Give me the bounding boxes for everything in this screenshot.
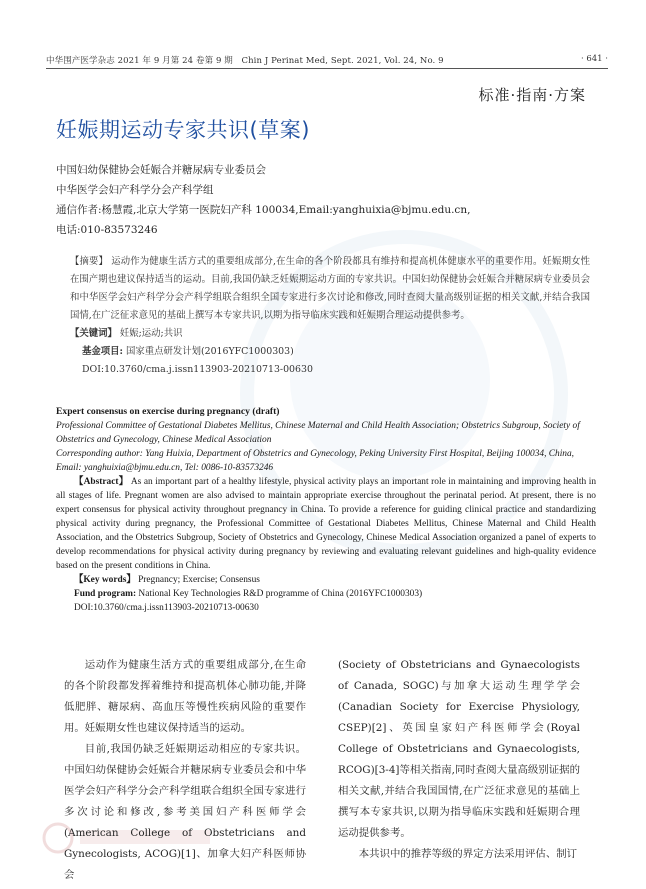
phone: 电话:010-83573246 (56, 224, 158, 236)
english-fund-text: National Key Technologies R&D programme of China (2016YFC1000303) (138, 589, 423, 599)
keywords-cn-text: 妊娠;运动;共识 (119, 328, 183, 339)
body-column-right (338, 655, 580, 865)
page-number: · 641 · (580, 54, 608, 64)
english-fund-label: Fund program: (74, 589, 137, 599)
abstract-en (56, 405, 596, 615)
section-label: 标准·指南·方案 (478, 86, 586, 104)
english-keywords-text: Pregnancy; Exercise; Consensus (138, 575, 260, 585)
author-org-2: 中华医学会妇产科学分会产科学组 (56, 184, 214, 196)
doi-cn: DOI:10.3760/cma.j.issn113903-20210713-00630 (82, 364, 313, 375)
body-paragraph: (Society of Obstetricians and Gynaecologists of Canada, SOGC)与加拿大运动生理学学会(Canadian Society for Exercise Physiology, CSEP)[2]、英国皇家妇产科医师学会(Royal College of Obstetricians and Gynaecologists, RCOG)[3-4]等相关指南,同时查阅大量高级别证据的相关文献,并结合我国国情,在广泛征求意见的基础上撰写本专家共识,以期为指导临床实践和妊娠期合理运动提供参考。 (338, 659, 580, 839)
fund-cn (70, 343, 590, 361)
fund-cn-label: 基金项目: (82, 346, 123, 357)
english-keywords-label: 【Key words】 (74, 575, 136, 585)
english-abstract-label: 【Abstract】 (74, 477, 129, 487)
body-paragraph: 运动作为健康生活方式的重要组成部分,在生命的各个阶段都发挥着维持和提高机体心肺功能,并降低肥胖、糖尿病、高血压等慢性疾病风险的重要作用。妊娠期女性也建议保持适当的运动。 (64, 659, 306, 734)
english-abstract (56, 475, 596, 573)
correspondence: 通信作者:杨慧霞,北京大学第一医院妇产科 100034,Email:yanghuixia@bjmu.edu.cn, (56, 204, 471, 216)
running-header-journal: 中华围产医学杂志 2021 年 9 月第 24 卷第 9 期 Chin J Perinat Med, Sept. 2021, Vol. 24, No. 9 (46, 56, 444, 66)
english-doi: DOI:10.3760/cma.j.issn113903-20210713-00630 (74, 603, 259, 613)
body-paragraph: 本共识中的推荐等级的界定方法采用评估、制订 (358, 848, 577, 860)
english-abstract-text: As an important part of a healthy lifestyle, physical activity plays an important role in maintaining and improving health in all stages of life. Pregnant women are also advised to maintain appropriate exercise throughout the perinatal period. At present, there is no expert consensus for physical activity throughout pregnancy in China. To provide a reference for guiding clinical practice and standardizing physical activity during pregnancy, the Professional Committee of Gestational Diabetes Mellitus, Chinese Maternal and Child Health Association, and the Obstetrics Subgroup, Society of Obstetrics and Gynecology, Chinese Medical Association organized a panel of experts to develop recommendations for physical activity during pregnancy by reviewing and evaluating relevant guidelines and high-quality evidence based on the present conditions in China. (56, 477, 597, 571)
fund-cn-text: 国家重点研发计划(2016YFC1000303) (125, 346, 294, 357)
abstract-cn-label: 【摘要】 (70, 256, 109, 267)
english-corresponding: Corresponding author: Yang Huixia, Department of Obstetrics and Gynecology, Peking University First Hospital, Beijing 100034, China, Email: yanghuixia@bjmu.edu.cn, Tel: 0086-10-83573246 (56, 449, 575, 473)
body-paragraph: 目前,我国仍缺乏妊娠期运动相应的专家共识。中国妇幼保健协会妊娠合并糖尿病专业委员会和中华医学会妇产科学分会产科学组联合组织全国专家进行多次讨论和修改,参考美国妇产科医师学会(American College of Obstetricians and Gynecologists, ACOG)[1]、加拿大妇产科医师协会 (64, 743, 306, 881)
abstract-cn (70, 253, 590, 379)
keywords-cn (70, 325, 590, 343)
author-org-1: 中国妇幼保健协会妊娠合并糖尿病专业委员会 (56, 164, 266, 176)
english-keywords (56, 573, 596, 587)
author-block (56, 160, 596, 240)
keywords-cn-label: 【关键词】 (70, 328, 117, 339)
english-affiliation: Professional Committee of Gestational Diabetes Mellitus, Chinese Maternal and Child Health Association; Obstetrics Subgroup, Society of Obstetrics and Gynecology, Chinese Medical Association (56, 421, 580, 445)
english-title: Expert consensus on exercise during pregnancy (draft) (56, 406, 280, 417)
header-rule (46, 68, 608, 69)
abstract-cn-text: 运动作为健康生活方式的重要组成部分,在生命的各个阶段都具有维持和提高机体健康水平的重要作用。妊娠期女性在围产期也建议保持适当的运动。目前,我国仍缺乏妊娠期运动方面的专家共识。中国妇幼保健协会妊娠合并糖尿病专业委员会和中华医学会妇产科学分会产科学组联合组织全国专家进行多次讨论和修改,同时查阅大量高级别证据的相关文献,并结合我国国情,在广泛征求意见的基础上撰写本专家共识,以期为指导临床实践和妊娠期合理运动提供参考。 (70, 256, 590, 321)
english-fund (56, 587, 596, 601)
body-column-left (64, 655, 306, 886)
article-title: 妊娠期运动专家共识(草案) (56, 118, 310, 142)
